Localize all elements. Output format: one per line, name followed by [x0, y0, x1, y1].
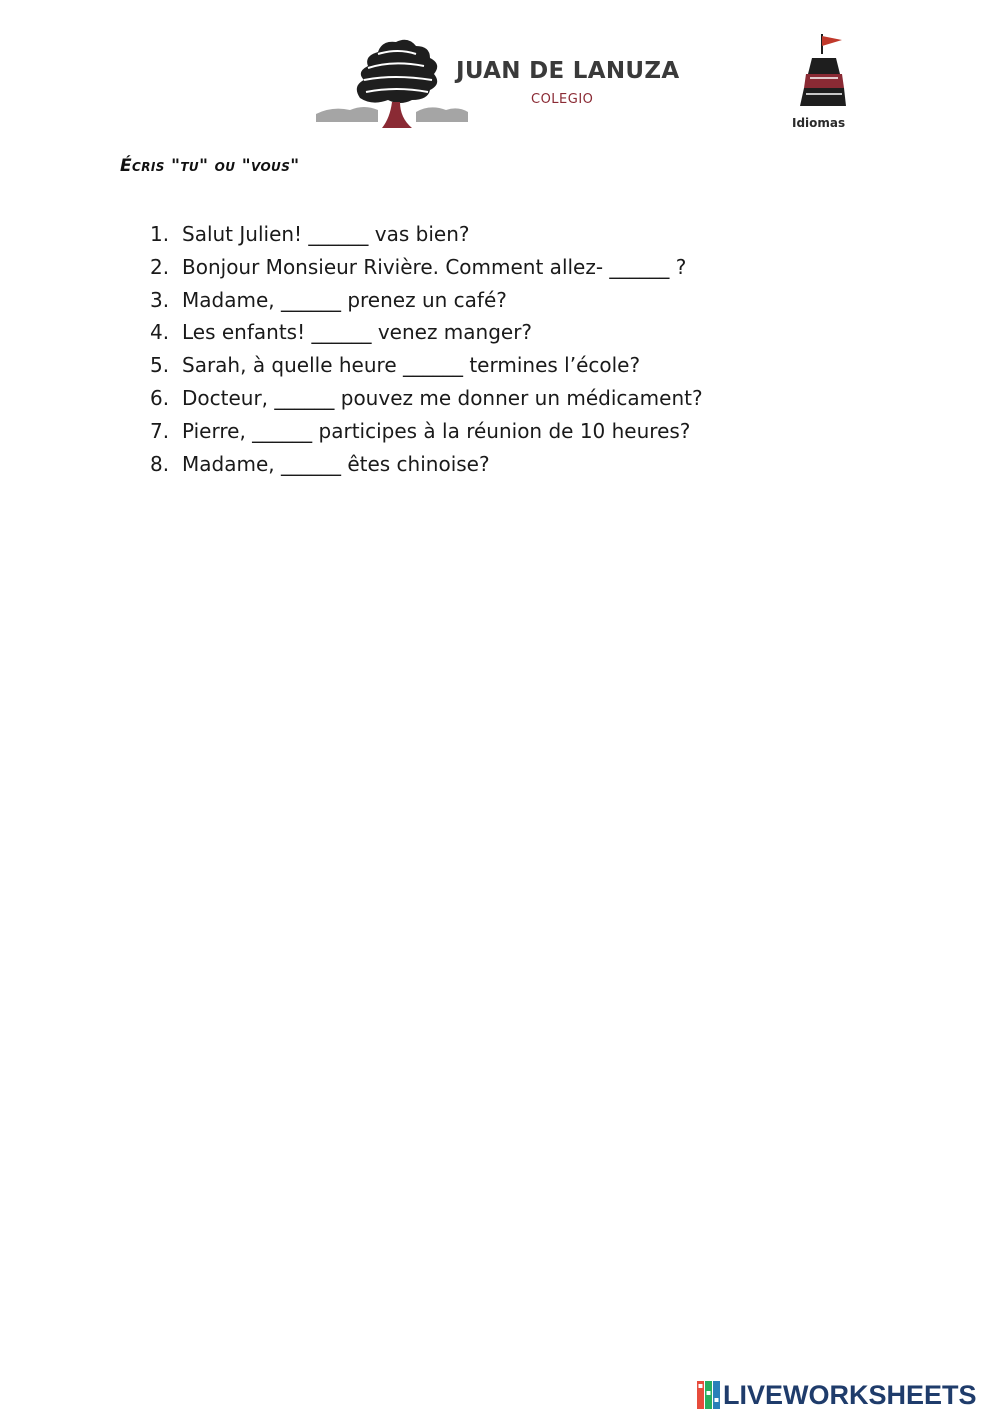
item-number: 4.: [150, 320, 170, 345]
school-name: JUAN DE LANUZA: [456, 58, 680, 84]
school-subtitle: COLEGIO: [531, 92, 594, 107]
exercise-item: [150, 284, 703, 317]
exercise-item: [150, 448, 703, 481]
exercise-item: [150, 316, 703, 349]
item-sentence: Salut Julien! ______ vas bien?: [182, 222, 470, 246]
item-sentence: Madame, ______ prenez un café?: [182, 287, 507, 312]
exercise-item: [150, 349, 703, 382]
school-tree-logo: [312, 28, 472, 134]
item-sentence: Pierre, ______ participes à la réunion de 10 heures?: [182, 418, 691, 443]
exercise-item: [150, 382, 703, 415]
exercise-item: [150, 415, 703, 448]
liveworksheets-logo-icon: [697, 1381, 721, 1409]
idiomas-label: Idiomas: [792, 116, 846, 130]
exercise-item: [150, 218, 703, 251]
item-number: 8.: [150, 451, 170, 476]
item-sentence: Les enfants! ______ venez manger?: [182, 320, 533, 345]
exercise-item: [150, 251, 703, 284]
item-number: 5.: [150, 353, 170, 378]
item-number: 1.: [150, 222, 170, 246]
exercise-list: [150, 218, 703, 480]
item-sentence: Docteur, ______ pouvez me donner un médicament?: [182, 385, 703, 410]
item-number: 6.: [150, 385, 170, 410]
item-number: 2.: [150, 254, 170, 279]
item-sentence: Sarah, à quelle heure ______ termines l’école?: [182, 353, 641, 378]
item-sentence: Bonjour Monsieur Rivière. Comment allez- ______ ?: [182, 254, 687, 279]
liveworksheets-brand-text: LIVEWORKSHEETS: [723, 1379, 977, 1410]
item-number: 7.: [150, 418, 170, 443]
page-header: [0, 0, 1000, 140]
worksheet-title: Écris "tu" ou "vous": [120, 156, 300, 176]
liveworksheets-brand[interactable]: [697, 1378, 977, 1412]
item-sentence: Madame, ______ êtes chinoise?: [182, 451, 490, 476]
item-number: 3.: [150, 287, 170, 312]
